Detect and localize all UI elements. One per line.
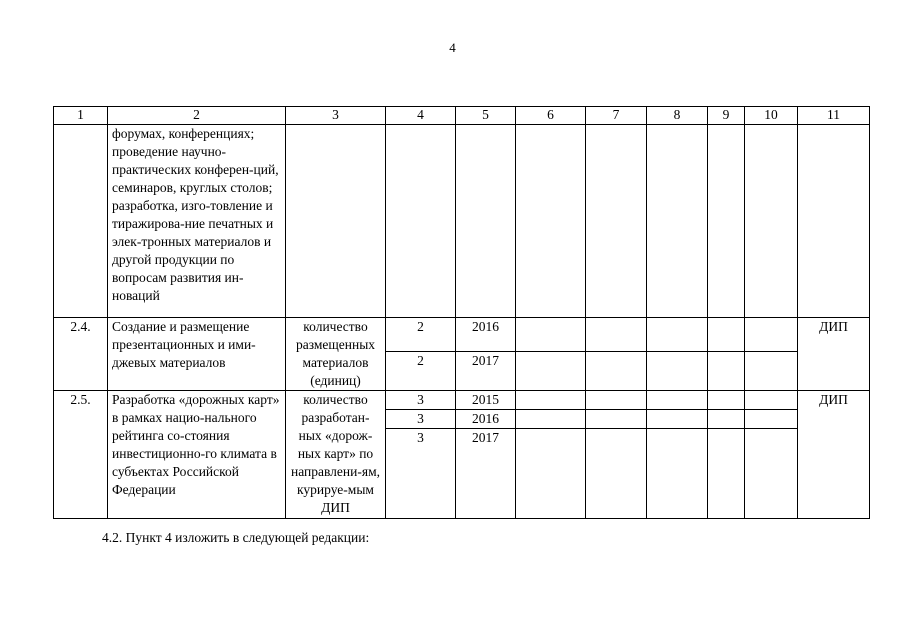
header-cell: 5: [456, 107, 516, 125]
item-year: 2016: [456, 410, 516, 429]
continued-description: форумах, конференциях; проведение научно-практических конферен-ций, семинаров, круглых столов; разработка, изго-товление и тиражирова-ние печатных и элек-тронных материалов и другой продукции по вопросам развития ин-новаций: [108, 125, 286, 318]
item-value: 3: [386, 429, 456, 519]
item-executor: ДИП: [798, 318, 870, 391]
item-year: 2015: [456, 391, 516, 410]
page-number: 4: [449, 40, 456, 55]
item-indicator: количество размещенных материалов (единиц): [286, 318, 386, 391]
item-value: 2: [386, 351, 456, 390]
item-number: 2.4.: [54, 318, 108, 391]
item-year: 2017: [456, 351, 516, 390]
header-cell: 4: [386, 107, 456, 125]
item-value: 2: [386, 318, 456, 352]
header-cell: 9: [708, 107, 745, 125]
header-row: [54, 107, 870, 125]
item-year: 2016: [456, 318, 516, 352]
header-cell: 1: [54, 107, 108, 125]
header-cell: 11: [798, 107, 870, 125]
header-cell: 7: [586, 107, 647, 125]
item-executor: ДИП: [798, 391, 870, 519]
item-value: 3: [386, 410, 456, 429]
table-row-2-5: [54, 391, 870, 410]
item-value: 3: [386, 391, 456, 410]
header-cell: 2: [108, 107, 286, 125]
measures-table: [53, 106, 870, 519]
header-cell: 10: [745, 107, 798, 125]
header-cell: 6: [516, 107, 586, 125]
header-cell: 8: [647, 107, 708, 125]
item-year: 2017: [456, 429, 516, 519]
header-cell: 3: [286, 107, 386, 125]
item-description: Создание и размещение презентационных и ими-джевых материалов: [108, 318, 286, 391]
item-indicator: количество разработан-ных «дорож-ных карт» по направлени-ям, курируе-мым ДИП: [286, 391, 386, 519]
item-number: 2.5.: [54, 391, 108, 519]
item-description: Разработка «дорожных карт» в рамках нацио-нального рейтинга со-стояния инвестиционно-го климата в субъектах Российской Федерации: [108, 391, 286, 519]
table-row-continued: [54, 125, 870, 318]
amendment-text: 4.2. Пункт 4 изложить в следующей редакции:: [102, 530, 370, 545]
table-row-2-4: [54, 318, 870, 352]
